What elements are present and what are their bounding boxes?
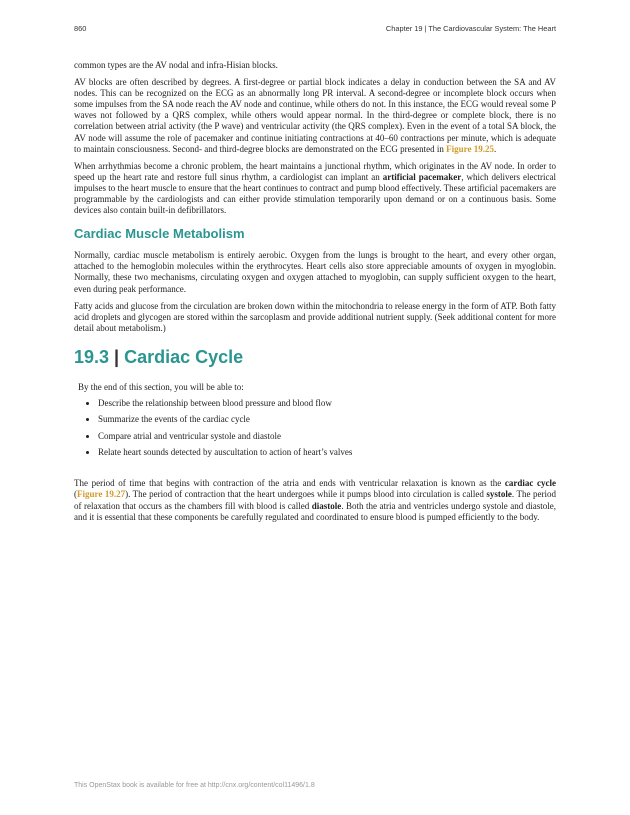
chapter-title: Chapter 19 | The Cardiovascular System: The Heart — [385, 24, 556, 33]
key-term: systole — [486, 489, 512, 500]
key-term: diastole — [311, 500, 342, 511]
paragraph: Normally, cardiac muscle metabolism is entirely aerobic. Oxygen from the lungs is brought to the heart, and every other organ, attached to the hemoglobin molecules within the erythrocytes. Heart cells also store appreciable amounts of oxygen in myoglobin. Normally, these two mechanisms, circulating oxygen and oxygen attached to myoglobin, can supply sufficient oxygen to the heart, even during peak performance. — [74, 250, 556, 294]
page-number: 860 — [74, 24, 87, 33]
objectives-list — [78, 398, 556, 459]
page-content — [74, 60, 556, 529]
list-item: • Compare atrial and ventricular systole and diastole — [98, 431, 556, 442]
learning-objectives — [78, 382, 556, 459]
chapter-section-heading: 19.3 | Cardiac Cycle — [74, 346, 244, 367]
paragraph: common types are the AV nodal and infra-Hisian blocks. — [74, 60, 278, 70]
page-footer: This OpenStax book is available for free at http://cnx.org/content/col11496/1.8 — [74, 782, 315, 789]
key-term: cardiac cycle — [504, 478, 556, 489]
list-item: • Summarize the events of the cardiac cycle — [98, 414, 556, 425]
figure-link[interactable]: Figure 19.27 — [77, 489, 126, 500]
objectives-intro: By the end of this section, you will be able to: — [78, 381, 244, 392]
paragraph: Fatty acids and glucose from the circulation are broken down within the mitochondria to release energy in the form of ATP. Both fatty acid droplets and glycogen are stored within the sarcoplasm and provide additional nutrient supply. (Seek additional content for more detail about metabolism.) — [74, 300, 556, 333]
key-term: artificial pacemaker — [382, 171, 462, 182]
paragraph: The period of time that begins with contraction of the atria and ends with ventricular relaxation is known as the cardiac cycle (Figure 19.27). The period of contraction that the heart undergoes while it pumps blood into circulation is called systole. The period of relaxation that occurs as the chambers fill with blood is called diastole. Both the atria and ventricles undergo systole and diastole, and it is essential that these components be carefully regulated and coordinated to ensure blood is pumped efficiently to the body. — [74, 478, 556, 522]
list-item: • Describe the relationship between blood pressure and blood flow — [98, 398, 556, 409]
section-heading: Cardiac Muscle Metabolism — [74, 226, 245, 242]
paragraph: AV blocks are often described by degrees. A first-degree or partial block indicates a delay in conduction between the SA and AV nodes. This can be recognized on the ECG as an abnormally long PR interval. A second-degree or incomplete block occurs when some impulses from the SA node reach the AV node and continue, while others do not. In this instance, the ECG would reveal some P waves not followed by a QRS complex, while others would appear normal. In the third-degree or complete block, there is no correlation between atrial activity (the P wave) and ventricular activity (the QRS complex). Even in the event of a total SA block, the AV node will assume the role of pacemaker and continue initiating contractions at 40–60 contractions per minute, which is adequate to maintain consciousness. Second- and third-degree blocks are demonstrated on the ECG presented in Figure 19.25. — [74, 77, 556, 154]
figure-link[interactable]: Figure 19.25 — [446, 143, 494, 154]
list-item: • Relate heart sounds detected by auscultation to action of heart’s valves — [98, 447, 556, 458]
paragraph: When arrhythmias become a chronic problem, the heart maintains a junctional rhythm, which originates in the AV node. In order to speed up the heart rate and restore full sinus rhythm, a cardiologist can implant an artificial pacemaker, which delivers electrical impulses to the heart muscle to ensure that the heart continues to contract and pump blood effectively. These artificial pacemakers are programmable by the cardiologists and can either provide stimulation temporarily upon demand or on a continuous basis. Some devices also contain built-in defibrillators. — [74, 160, 556, 216]
page-header — [74, 24, 556, 33]
